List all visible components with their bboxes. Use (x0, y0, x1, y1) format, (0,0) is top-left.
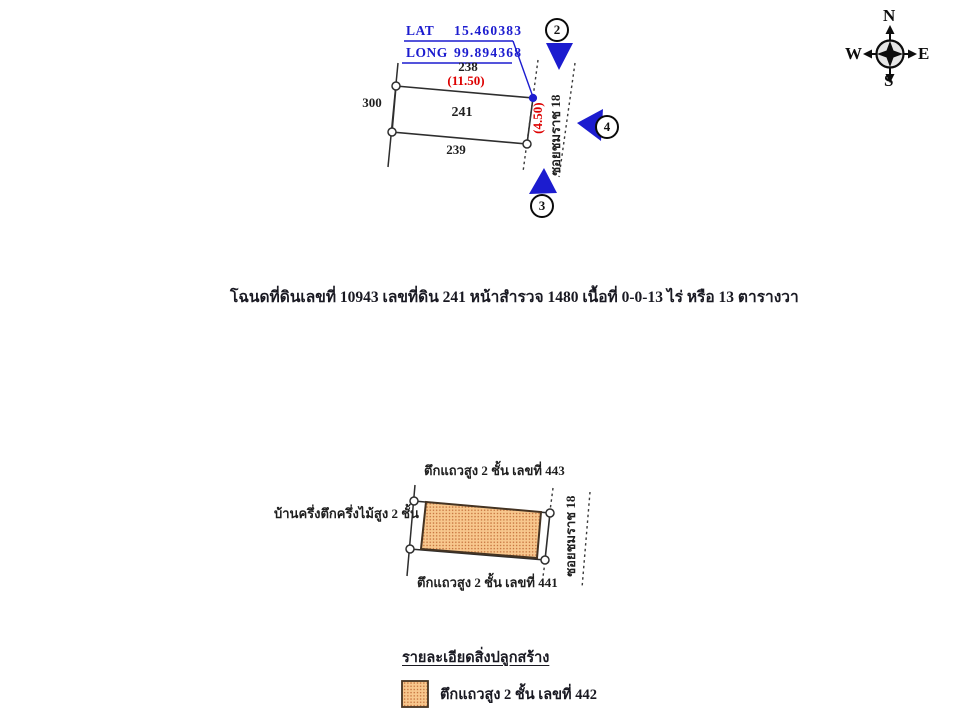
compass-south-label: S (884, 71, 894, 90)
legend-item-label: ตึกแถวสูง 2 ชั้น เลขที่ 442 (440, 687, 597, 703)
gps-coordinates (406, 20, 522, 64)
compass-east-label: E (918, 44, 930, 63)
lat-label: LAT (406, 23, 435, 38)
building-442-footprint (421, 502, 541, 558)
lat-row (406, 20, 522, 42)
legend-swatch-orange-dotted (402, 681, 428, 707)
road-edge-dashed (582, 492, 590, 588)
deed-description: โฉนดที่ดินเลขที่ 10943 เลขที่ดิน 241 หน้าสำรวจ 1480 เนื้อที่ 0-0-13 ไร่ หรือ 13 ตารางวา (230, 289, 799, 306)
building-north-label: ตึกแถวสูง 2 ชั้น เลขที่ 443 (424, 463, 565, 478)
road-name-top: ซอยชมราช 18 (547, 94, 563, 176)
direction-marker-4: 4 (595, 115, 619, 139)
parcel-north-238: 238 (458, 59, 478, 74)
parcel-south-239: 239 (446, 142, 466, 157)
compass-north-label: N (883, 6, 896, 25)
direction-marker-2: 2 (545, 18, 569, 42)
long-label: LONG (406, 45, 448, 60)
arrow-2-down (546, 43, 573, 70)
parcel-number-241: 241 (451, 105, 473, 120)
lat-value: 15.460383 (454, 23, 523, 38)
building-south-label: ตึกแถวสูง 2 ชั้น เลขที่ 441 (417, 575, 558, 590)
long-value: 99.894368 (454, 45, 523, 60)
building-west-label: บ้านครึ่งตึกครึ่งไม้สูง 2 ชั้น (274, 506, 419, 521)
legend-title: รายละเอียดสิ่งปลูกสร้าง (402, 650, 550, 666)
parcel-west-300: 300 (362, 95, 382, 110)
dimension-width: (11.50) (447, 73, 485, 88)
direction-marker-3: 3 (530, 194, 554, 218)
compass-west-label: W (845, 44, 862, 63)
dimension-depth: (4.50) (529, 102, 545, 134)
road-name-bottom: ซอยชมราช 18 (562, 495, 578, 577)
